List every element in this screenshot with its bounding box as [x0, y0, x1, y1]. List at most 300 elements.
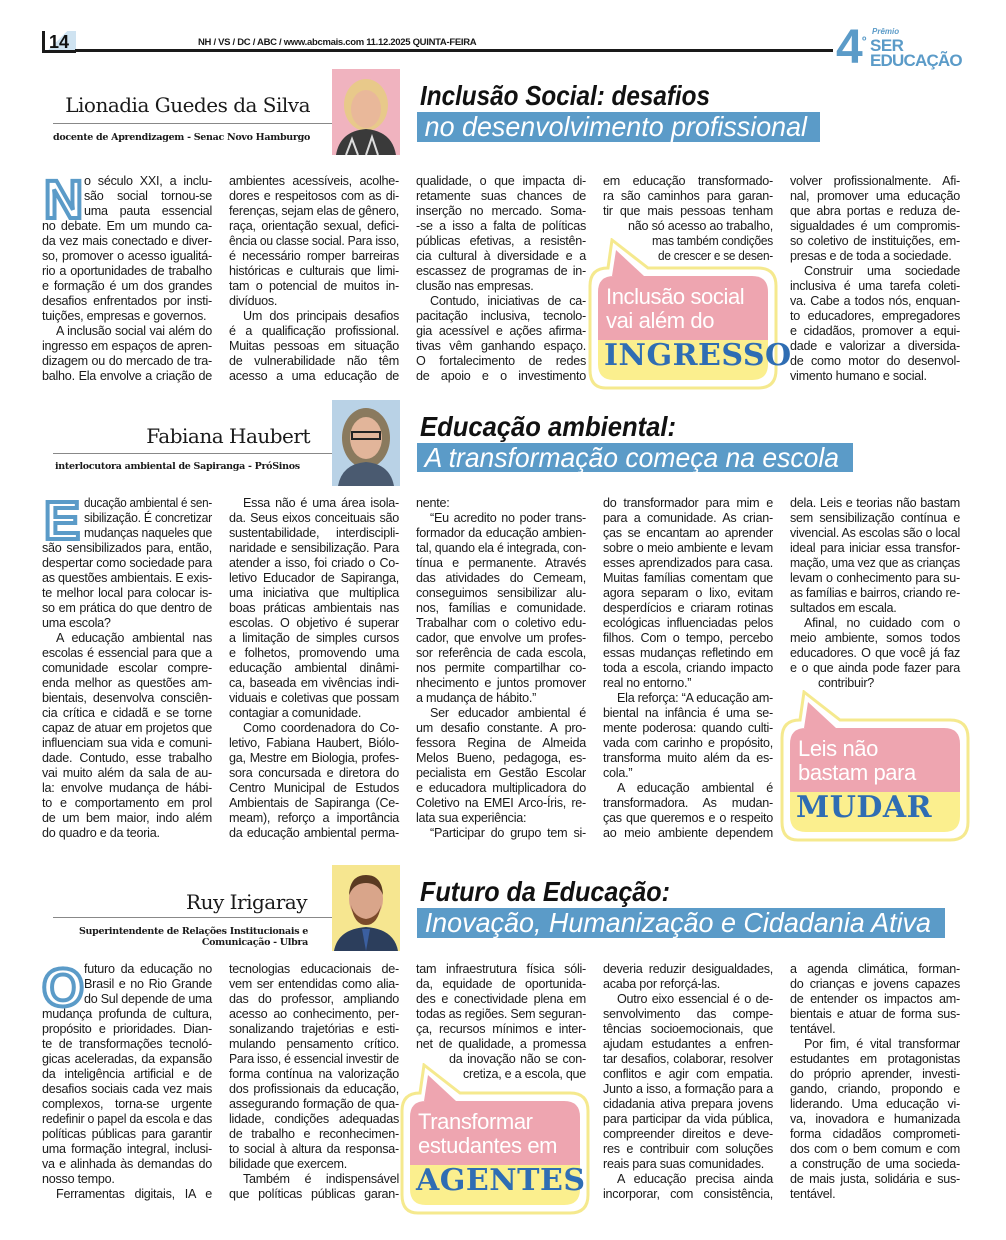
text-line: lidade, condições adequadas [229, 1112, 399, 1126]
text-line: deveria reduzir desigualdades, [603, 962, 773, 976]
author-role-line: Comunicação - Ulbra [201, 937, 308, 948]
text-line: despertar como sociedade para [42, 556, 212, 570]
text-line: mudanças naqueles que [84, 526, 212, 540]
text-line: tal, quando ela é integrada, con- [416, 541, 586, 555]
text-line: a agenda climática, forman- [790, 962, 960, 976]
text-line: sem sensibilização contínua e [790, 511, 960, 525]
text-line: de como motor do desenvol- [790, 354, 960, 368]
text-line: um desafio constante. A pro- [416, 721, 586, 735]
text-line: te de transformações tecnoló- [42, 1037, 212, 1051]
headline: Futuro da Educação: [420, 876, 670, 907]
text-line: uma formação integral, inclusi- [42, 1142, 212, 1156]
text-line: comunidade escolar compre- [42, 661, 212, 675]
text-line: O fortalecimento de redes [416, 354, 586, 368]
text-line: e formação é um dos grandes [42, 279, 212, 293]
author-role [79, 926, 308, 948]
text-line: tam o potencial de muitos in- [229, 279, 399, 293]
text-line: nal, promover uma educação [790, 189, 960, 203]
text-line: cia cultural à diversidade e a [416, 249, 586, 263]
paragraph [416, 706, 586, 826]
paragraph [416, 511, 586, 706]
text-line: educadores. O que você já faz [790, 646, 960, 660]
paragraph [603, 962, 773, 992]
text-line: liderando. Uma educação vi- [790, 1097, 960, 1111]
text-line: transformadora. As mudan- [603, 796, 773, 810]
text-line: Para isso, é essencial investir de [229, 1052, 399, 1066]
text-line: tentável. [790, 1022, 836, 1036]
text-line: clusão nas empresas. [416, 279, 534, 293]
text-line: da, equidade de oportunida- [416, 977, 586, 991]
text-line: a mudança de hábito.” [416, 691, 537, 705]
text-line: tar desafios, colaborar, resolver [603, 1052, 773, 1066]
text-line: vai muito além da sala de au- [42, 766, 212, 780]
text-line: filhos. Com o tempo, percebo [603, 631, 773, 645]
text-line: meam), reforço a importância [229, 811, 399, 825]
text-line: Junto a isso, a formação para a [603, 1082, 773, 1096]
text-line: ca, baseada em vivências indi- [229, 676, 399, 690]
headline: Educação ambiental: [420, 411, 676, 442]
text-line: vada com carinho e propósito, [603, 736, 773, 750]
author-divider [53, 453, 332, 454]
callout-emphasis: INGRESSO [604, 338, 792, 373]
text-line: dizagem ou do mercado de tra- [42, 354, 212, 368]
text-line: é necessário romper barreiras [229, 249, 399, 263]
subheadline-bar [417, 112, 820, 142]
text-line: so, promover o acesso igualitá- [42, 249, 212, 263]
weekday: QUINTA-FEIRA [412, 37, 477, 48]
text-line: ideal para iniciar essa transfor- [790, 541, 960, 555]
text-line: Como coordenadora do Co- [243, 721, 399, 735]
text-line: ingresso em espaços de apren- [42, 339, 212, 353]
text-line: ças que queremos e o respeito [603, 811, 773, 825]
text-line: Centro Municipal de Estudos [229, 781, 399, 795]
text-line: fessora Regina de Almeida [416, 736, 586, 750]
subheadline: A transformação começa na escola [424, 442, 839, 473]
text-line: va e alinhada às demandas do [42, 1157, 212, 1171]
text-line: do Sul depende de uma [84, 992, 212, 1006]
text-line: essas mudanças refletindo em [603, 646, 773, 660]
dropcap: N [44, 170, 83, 230]
paragraph [229, 1172, 399, 1202]
text-line: gia acessível e ações afirma- [416, 324, 586, 338]
text-line: do crianças e jovens capazes [790, 977, 960, 991]
paragraph [603, 691, 773, 781]
text-line: real no entorno.” [603, 676, 692, 690]
text-line: contagiar a comunidade. [229, 706, 362, 720]
text-line: futuro da educação no [84, 962, 212, 976]
text-line: mulando pensamento crítico. [229, 1037, 399, 1051]
text-line: tências socioemocionais, que [603, 1022, 773, 1036]
text-line: Melos Bueno, pedagoga, es- [416, 751, 586, 765]
text-column [416, 174, 586, 384]
text-line: qualidade, o que impacta di- [416, 174, 586, 188]
text-line: dade e valorizar a diversida- [790, 339, 960, 353]
text-line: Um dos principais desafios [243, 309, 399, 323]
paragraph [790, 616, 960, 691]
edition-meta [198, 37, 476, 48]
text-line: “Participar do grupo tem si- [430, 826, 586, 840]
paragraph [416, 826, 586, 841]
text-line: net de qualidade, a promessa [416, 1037, 586, 1051]
text-line: Trabalhar com o coletivo edu- [416, 616, 586, 630]
text-line: divíduos. [229, 294, 278, 308]
text-line: Muitas pessoas em situação [229, 339, 399, 353]
text-line: e o que ainda pode fazer para [790, 661, 960, 675]
text-line: ecológicas influenciadas pelos [603, 616, 773, 630]
subheadline-bar [417, 908, 945, 938]
text-line: cretiza, e a escola, que [463, 1067, 586, 1081]
subheadline-bar [417, 443, 853, 472]
text-line: letivo, Fabiana Haubert, Biólo- [229, 736, 399, 750]
text-line: Por fim, é vital transformar [804, 1037, 960, 1051]
headline: Inclusão Social: desafios [420, 80, 710, 111]
text-line: pecialista em Gestão Escolar [416, 766, 586, 780]
text-line: Ambientais de Sapiranga (Ce- [229, 796, 399, 810]
text-line: ajudam estudantes a enfren- [603, 1037, 773, 1051]
logo-premio: Prêmio [872, 27, 900, 36]
text-line: da inteligência artificial e de [42, 1067, 212, 1081]
author-name: Ruy Irigaray [186, 890, 307, 914]
text-line: senvolvimento das compe- [603, 1007, 773, 1021]
text-line: toda a escola, criando impacto [603, 661, 773, 675]
dropcap: E [44, 491, 81, 551]
text-line: escassez de programas de in- [416, 264, 586, 278]
text-line: a construção de uma socieda- [790, 1157, 960, 1171]
text-line: “Eu acredito no poder trans- [430, 511, 586, 525]
text-line: to educadores, empregadores [790, 309, 960, 323]
callout-line-1: Inclusão social [606, 284, 745, 309]
callout-line-2: vai além do [606, 308, 715, 333]
text-line: no debate. Em um mundo ca- [42, 219, 212, 233]
text-line: não só acesso ao trabalho, [628, 219, 773, 233]
text-column [790, 174, 960, 384]
text-line: da vez mais conectado e diver- [42, 234, 212, 248]
paragraph [603, 992, 773, 1172]
paragraph [603, 1172, 773, 1202]
text-line: mas também condições [652, 234, 773, 248]
text-line: A inclusão social vai além do [56, 324, 212, 338]
text-line: nos, famílias e comunidade. [416, 601, 586, 615]
text-line: conflitos e agir com empatia. [603, 1067, 773, 1081]
text-line: retamente suas chances de [416, 189, 586, 203]
text-line: ambientes acessíveis, acolhe- [229, 174, 399, 188]
text-line: acaba por reforçá-las. [603, 977, 721, 991]
text-line: Contudo, iniciativas de ca- [430, 294, 586, 308]
text-line: agora separam o lixo, evitam [603, 586, 773, 600]
text-line: cola.” [603, 766, 633, 780]
text-line: cia crítica e cidadã e se torne [42, 706, 212, 720]
text-line: nosso tempo. [42, 1172, 115, 1186]
text-column [229, 174, 399, 384]
logo-ser: SER [870, 36, 904, 55]
text-column [229, 496, 399, 841]
premio-ser-educacao-logo [836, 21, 968, 74]
text-line: ao meio ambiente dependem [603, 826, 773, 840]
text-line: sor referência de cada escola, [416, 646, 586, 660]
text-line: mudança profunda de cultura, [42, 1007, 212, 1021]
text-line: as questões ambientais. E exis- [42, 571, 212, 585]
text-line: bientais, desenvolva consciên- [42, 691, 212, 705]
callout-line-2: bastam para [798, 760, 916, 785]
text-line: políticas públicas para garantir [42, 1127, 212, 1141]
callout-line-2: estudantes em [418, 1133, 558, 1158]
text-line: te melhor local para colocar is- [42, 586, 212, 600]
text-line: forma contínua na valorização [229, 1067, 399, 1081]
text-line: Essa não é uma área isola- [243, 496, 399, 510]
text-column [603, 496, 773, 841]
text-line: desafios enfrentados por insti- [42, 294, 212, 308]
pull-quote-callout [398, 1063, 592, 1215]
text-line: acesso ao conhecimento, per- [229, 1007, 399, 1021]
text-line: vimento humano e social. [790, 369, 927, 383]
text-line: bilidade que exercem. [229, 1157, 347, 1171]
paragraph [42, 491, 212, 631]
logo-number: 4 [836, 21, 863, 74]
text-line: Muitas famílias comentam que [603, 571, 773, 585]
author-role-line: Superintendente de Relações Institucionais e [78, 926, 308, 937]
text-line: de mais justa, solidária e sus- [790, 1172, 960, 1186]
author-photo [332, 865, 400, 951]
text-line: so em prática do que dentro de [42, 601, 212, 615]
text-column [790, 962, 960, 1202]
paragraph [790, 264, 960, 384]
text-line: sibilização. É concretizar [84, 511, 212, 525]
text-line: raça, orientação sexual, defici- [229, 219, 399, 233]
text-line: desperdícios e criaram rotinas [603, 601, 773, 615]
dropcap: O [42, 958, 85, 1018]
text-line: ducação ambiental é sen- [84, 496, 212, 510]
text-line: a limitação de simples cursos [229, 631, 399, 645]
text-line: de apoio e o investimento [416, 369, 586, 383]
text-line: dores e respeitosos com as di- [229, 189, 399, 203]
text-line: nente: [416, 496, 450, 510]
text-line: reais para suas comunidades. [603, 1157, 765, 1171]
text-column [416, 496, 586, 841]
text-line: estudantes em protagonistas [790, 1052, 960, 1066]
paragraph [229, 309, 399, 384]
page-number: 14 [42, 31, 76, 53]
text-line: educação ambiental dinâmi- [229, 661, 399, 675]
callout-line-1: Transformar [418, 1109, 533, 1134]
text-line: mente poderosa: quando culti- [603, 721, 773, 735]
text-line: históricas e culturais que limi- [229, 264, 399, 278]
text-line: ência ou classe social. Para isso, [229, 234, 399, 248]
text-line: tam infraestrutura física sóli- [416, 962, 586, 976]
text-line: de crescer e se desen- [658, 249, 773, 263]
text-column [229, 962, 399, 1202]
text-line: Coletivo na EMEI Arco-Íris, re- [416, 796, 586, 810]
pull-quote-callout [586, 238, 792, 390]
text-line: tínua e permanente. Através [416, 556, 586, 570]
text-line: formador da educação ambien- [416, 526, 586, 540]
text-line: Ela reforça: “A educação am- [617, 691, 773, 705]
text-line: Construir uma sociedade [804, 264, 960, 278]
text-line: de entender os impactos am- [790, 992, 960, 1006]
author-name: Fabiana Haubert [146, 424, 310, 448]
text-line: ga, Mestre em Biologia, profes- [229, 751, 399, 765]
text-line: transforma muito além da es- [603, 751, 773, 765]
text-line: res e contribuir com soluções [603, 1142, 773, 1156]
text-line: tivas vêm ganhando espaço. [416, 339, 586, 353]
text-line: gicas aceleradas, da expansão [42, 1052, 212, 1066]
text-line: gando, criando, propondo e [790, 1082, 960, 1096]
author-role: interlocutora ambiental de Sapiranga - PróSinos [55, 461, 300, 472]
text-line: ferenças, sejam elas de gênero, [229, 204, 399, 218]
text-line: para participar da vida pública, [603, 1112, 773, 1126]
text-line: Também é indispensável [243, 1172, 399, 1186]
paragraph [229, 962, 399, 1172]
text-line: la: envolve mudança de hábi- [42, 781, 212, 795]
text-line: sonalizando trajetórias e esti- [229, 1022, 399, 1036]
text-line: são social tornou-se [84, 189, 212, 203]
text-line: volver profissionalmente. Afi- [790, 174, 960, 188]
text-line: Afinal, no cuidado com o [804, 616, 960, 630]
paragraph [42, 170, 212, 324]
paragraph [790, 1037, 960, 1202]
paragraph [416, 294, 586, 384]
text-line: balho. Ela envolve a criação de [42, 369, 212, 383]
text-line: é a qualificação profissional. [229, 324, 399, 338]
text-line: Brasil e no Rio Grande [84, 977, 212, 991]
text-line: des e conectividade plena em [416, 992, 586, 1006]
text-line: complexos, torna-se urgente [42, 1097, 212, 1111]
text-line: em educação transformado- [603, 174, 773, 188]
text-line: atender a isso, foi criado o Co- [229, 556, 399, 570]
text-column [42, 958, 212, 1202]
text-line: escolas. O objetivo é superar [229, 616, 399, 630]
text-line: esses aprendizados para casa. [603, 556, 773, 570]
text-line: biental na infância é uma se- [603, 706, 773, 720]
text-line: inclusiva é uma tarefa coleti- [790, 279, 960, 293]
text-line: capaz de atuar em projetos que [42, 721, 212, 735]
text-line: presas e de toda a sociedade. [790, 249, 952, 263]
logo-educacao: EDUCAÇÃO [870, 51, 962, 70]
paragraph [416, 174, 586, 294]
edition-info: NH / VS / DC / ABC / www.abcmais.com 11.12.2025 [198, 37, 411, 48]
paragraph [416, 496, 586, 511]
text-line: rio a oportunidades de trabalho [42, 264, 212, 278]
text-line: cador, que envolve um profes- [416, 631, 586, 645]
text-line: vivencial. As escolas são o local [790, 526, 960, 540]
text-line: Outro eixo essencial é o de- [617, 992, 773, 1006]
text-line: va, inovadora e humanizada [790, 1112, 960, 1126]
author-divider [53, 123, 332, 124]
text-column [42, 170, 212, 384]
text-line: sultados em escala. [790, 601, 897, 615]
text-line: to e comportamento em prol [42, 796, 212, 810]
text-line: dela. Leis e teorias não bastam [790, 496, 960, 510]
text-line: das atividades do Cemeam, [416, 571, 586, 585]
text-line: ça, recursos mínimos e inter- [416, 1022, 586, 1036]
text-line: levam o conhecimento para su- [790, 571, 960, 585]
text-line: meio ambiente, somos todos [790, 631, 960, 645]
author-photo [332, 69, 400, 155]
text-line: sigualdades é um compromis- [790, 219, 960, 233]
callout-line-1: Leis não [798, 736, 878, 761]
text-line: mação, uma vez que as crianças [790, 556, 960, 570]
text-line: pacitação inclusiva, tecnolo- [416, 309, 586, 323]
text-line: A educação precisa ainda [617, 1172, 773, 1186]
text-line: viduais e coletivas que possam [229, 691, 399, 705]
text-line: uma iniciativa que multiplica [229, 586, 399, 600]
author-role: docente de Aprendizagem - Senac Novo Hamburgo [53, 132, 310, 143]
text-line: da inovação não se con- [449, 1052, 586, 1066]
paragraph [790, 496, 960, 616]
text-line: do quadro e da teoria. [42, 826, 160, 840]
paragraph [229, 174, 399, 309]
text-line: boas práticas ambientais nas [229, 601, 399, 615]
text-line: uma escola? [42, 616, 111, 630]
text-line: propósito e prioridades. Dian- [42, 1022, 212, 1036]
text-line: ças se encantam ao aprender [603, 526, 773, 540]
text-line: o século XXI, a inclu- [84, 174, 212, 188]
text-line: nhecimento e juntos promover [416, 676, 586, 690]
paragraph [42, 631, 212, 841]
text-line: que abra portas e reduza de- [790, 204, 960, 218]
header-rule [75, 49, 833, 52]
paragraph [603, 781, 773, 841]
text-line: de trabalho e reconhecimen- [229, 1127, 399, 1141]
text-line: cidadania ativa prepara jovens [603, 1097, 773, 1111]
author-photo [332, 400, 400, 486]
text-line: e cidadãos, promover a equi- [790, 324, 960, 338]
text-line: letivo Educador de Sapiranga, [229, 571, 399, 585]
text-line: dade. Contudo, esse trabalho [42, 751, 212, 765]
text-line: acesso a uma educação de [229, 369, 399, 383]
text-line: e folhetos, promovendo uma [229, 646, 399, 660]
text-line: do transformador para mim e [603, 496, 773, 510]
paragraph [229, 721, 399, 841]
text-line: tentável. [790, 1187, 836, 1201]
callout-emphasis: MUDAR [796, 790, 933, 825]
text-line: assegurando formação de qua- [229, 1097, 399, 1111]
subheadline: Inovação, Humanização e Cidadania Ativa [424, 907, 931, 938]
text-line: sobre o meio ambiente e levam [603, 541, 773, 555]
logo-ordinal: º [862, 34, 867, 48]
text-line: conseguimos sensibilizar alu- [416, 586, 586, 600]
text-line: Ferramentas digitais, IA e [56, 1187, 212, 1201]
text-line: bientais e atuar de forma sus- [790, 1007, 960, 1021]
text-line: A educação ambiental nas [56, 631, 212, 645]
text-line: influenciam sua vida e comuni- [42, 736, 212, 750]
text-column [790, 496, 960, 691]
text-line: escolas é essencial para que a [42, 646, 212, 660]
author-name: Lionadia Guedes da Silva [65, 93, 310, 117]
text-line: -se a isso a falta de políticas [416, 219, 586, 233]
text-line: são sensibilizados para, então, [42, 541, 212, 555]
text-line: enda melhor as questões am- [42, 676, 212, 690]
paragraph [42, 324, 212, 384]
text-line: inserção no mercado. Soma- [416, 204, 586, 218]
text-column [603, 962, 773, 1202]
paragraph [42, 958, 212, 1187]
pull-quote-callout [778, 690, 972, 842]
text-line: incorporar, com consistência, [603, 1187, 773, 1201]
text-line: Ser educador ambiental é [430, 706, 586, 720]
text-line: compreender direitos e deve- [603, 1127, 773, 1141]
text-line: de um bem maior, indo além [42, 811, 212, 825]
text-line: que políticas públicas garan- [229, 1187, 399, 1201]
text-line: contribuir? [818, 676, 875, 690]
text-line: lata sua experiência: [416, 811, 527, 825]
text-line: do próprio aprender, investi- [790, 1067, 960, 1081]
text-line: to social à altura da responsa- [229, 1142, 399, 1156]
paragraph [229, 496, 399, 721]
text-line: públicas efetivas, a resistên- [416, 234, 586, 248]
text-line: sora concursada e diretora do [229, 766, 399, 780]
text-line: so coletivo de instituições, em- [790, 234, 960, 248]
text-line: ra são caminhos para garan- [603, 189, 773, 203]
